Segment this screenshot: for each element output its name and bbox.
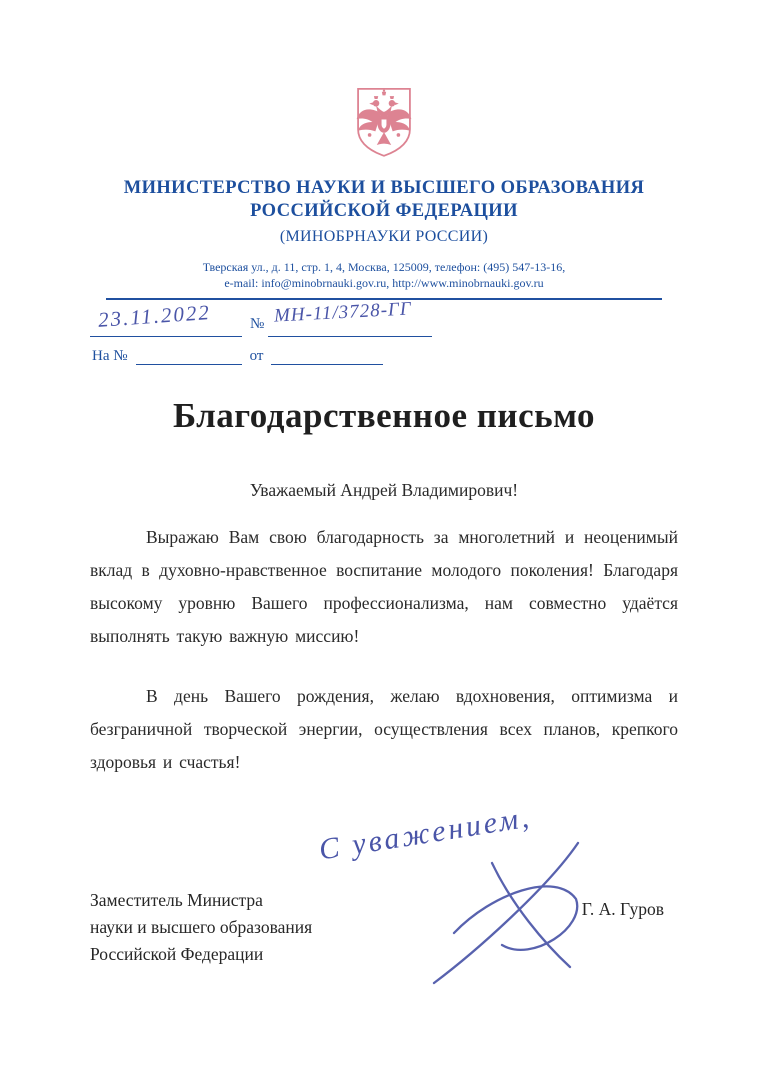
body-paragraph-1: Выражаю Вам свою благодарность за многолетний и неоценимый вклад в духовно-нравственное воспитание молодого поколения! Благодаря высокому уровню Вашего профессионализма, нам совместно удаётся выполнять такую важную миссию!	[90, 527, 678, 646]
salutation: Уважаемый Андрей Владимирович!	[249, 480, 519, 500]
reply-on-label: На №	[92, 348, 128, 364]
signer-position-line2: науки и высшего образования	[90, 917, 313, 937]
reply-reference-row	[92, 348, 383, 365]
coat-of-arms-icon	[347, 86, 421, 163]
handwritten-number: МН-11/3728-ГГ	[273, 298, 413, 327]
date-underline	[90, 336, 242, 337]
number-sign-label: №	[250, 316, 265, 332]
number-underline	[268, 336, 432, 337]
signer-position-line3: Российской Федерации	[90, 944, 264, 964]
ministry-short-name: (МИНОБРНАУКИ РОССИИ)	[279, 228, 489, 245]
reply-from-label: от	[249, 348, 264, 364]
handwritten-closing: С уважением,	[316, 800, 534, 867]
reply-number-blank	[136, 350, 242, 365]
letterhead	[0, 177, 768, 246]
signer-position-line1: Заместитель Министра	[90, 890, 263, 910]
reply-date-blank	[271, 350, 383, 365]
signature-zone	[90, 800, 678, 1031]
body-paragraph-2: В день Вашего рождения, желаю вдохновения, оптимизма и безграничной творческой энергии, осуществления всех планов, крепкого здоровья и счастья!	[90, 686, 678, 772]
letter-title: Благодарственное письмо	[172, 396, 596, 435]
signer-name: Г. А. Гуров	[581, 899, 664, 919]
ministry-name-line2: РОССИЙСКОЙ ФЕДЕРАЦИИ	[250, 201, 518, 221]
handwritten-date: 23.11.2022	[97, 300, 212, 332]
contact-address-line: Тверская ул., д. 11, стр. 1, 4, Москва, 125009, телефон: (495) 547-13-16,	[202, 260, 566, 274]
contact-block	[0, 259, 768, 291]
contact-email-line: e-mail: info@minobrnauki.gov.ru, http://www.minobrnauki.gov.ru	[224, 276, 544, 290]
requisites-block	[90, 298, 678, 370]
signer-position-block	[90, 887, 312, 968]
ministry-name-line1: МИНИСТЕРСТВО НАУКИ И ВЫСШЕГО ОБРАЗОВАНИЯ	[123, 178, 645, 198]
